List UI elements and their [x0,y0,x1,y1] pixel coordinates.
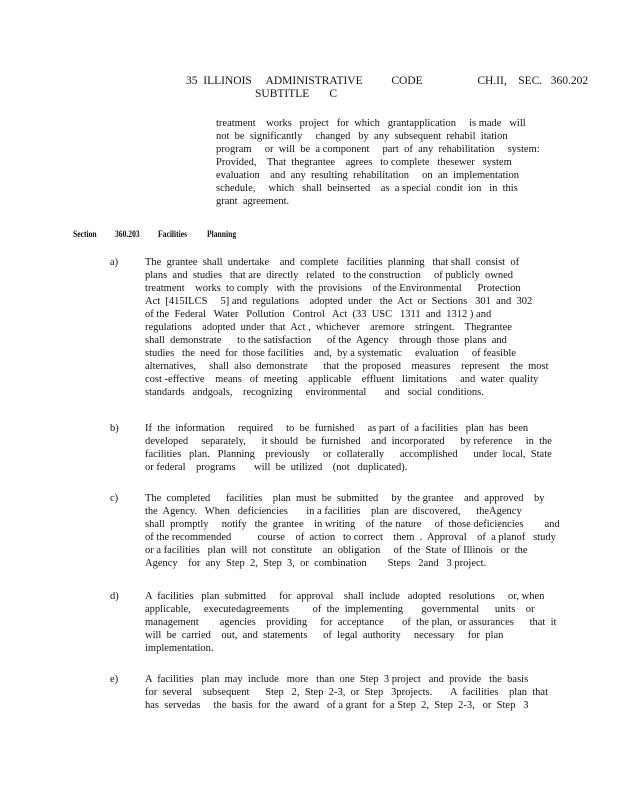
paragraph-line: Act [415ILCS 5] and regulations adopted under the Act or Sections 301 and 302 [145,296,533,307]
paragraph-line: or a facilities plan will not constitute an obligation of the State of Illinois or the [145,545,528,556]
intro-line: program or will be a component part of any rehabilitation system: [216,144,540,155]
section-title-word-2: Planning [207,230,237,240]
paragraph-line: cost -effective means of meeting applicable effluent limitations and water quality [145,374,539,385]
paragraph-line: implementation. [145,643,214,654]
paragraph-line: alternatives, shall also demonstrate that the proposed measures represent the most [145,361,549,372]
paragraph-label: c) [110,493,119,504]
intro-line: treatment works project for which grantapplication is made will [216,118,526,129]
header-line-1: 35 ILLINOIS ADMINISTRATIVE CODE CH.II, SEC. 360.202 [186,75,589,87]
paragraph-line: treatment works to comply with the provisions of the Environmental Protection [145,283,521,294]
paragraph-label: d) [110,591,119,602]
paragraph-line: If the information required to be furnished as part of a facilities plan has been [145,423,529,434]
paragraph-line: regulations adopted under that Act , whichever aremore stringent. Thegrantee [145,322,512,333]
paragraph-line: plans and studies that are directly related to the construction of publicly owned [145,270,513,281]
intro-line: Provided, That thegrantee agrees to complete thesewer system [216,157,512,168]
paragraph-line: A facilities plan may include more than one Step 3 project and provide the basis [145,674,529,685]
paragraph-line: the Agency. When deficiencies in a facilities plan are discovered, theAgency [145,506,522,517]
paragraph-line: of the Federal Water Pollution Control Act (33 USC 1311 and 1312 ) and [145,309,492,320]
paragraph-line: has servedas the basis for the award of a grant for a Step 2, Step 2-3, or Step 3 [145,700,529,711]
paragraph-line: management agencies providing for acceptance of the plan, or assurances that it [145,617,557,628]
intro-line: not be significantly changed by any subsequent rehabil itation [216,131,508,142]
intro-line: schedule, which shall beinserted as a special condit ion in this [216,183,518,194]
paragraph-line: facilities plan. Planning previously or collaterally accomplished under local, State [145,449,552,460]
paragraph-line: standards andgoals, recognizing environmental and social conditions. [145,387,484,398]
intro-line: grant agreement. [216,196,290,207]
intro-line: evaluation and any resulting rehabilitation on an implementation [216,170,519,181]
paragraph-line: or federal programs will be utilized (not duplicated). [145,462,408,473]
paragraph-line: of the recommended course of action to correct them . Approval of a planof study [145,532,556,543]
section-number: 360.203 [115,230,140,240]
paragraph-label: a) [110,257,119,268]
paragraph-line: shall demonstrate to the satisfaction of the Agency through those plans and [145,335,507,346]
paragraph-line: applicable, executedagreements of the implementing governmental units or [145,604,535,615]
paragraph-line: developed separately, it should be furnished and incorporated by reference in the [145,436,552,447]
paragraph-line: shall promptly notify the grantee in writing of the nature of those deficiencies and [145,519,560,530]
paragraph-line: will be carried out, and statements of legal authority necessary for plan [145,630,504,641]
paragraph-line: A facilities plan submitted for approval shall include adopted resolutions or, when [145,591,545,602]
paragraph-line: for several subsequent Step 2, Step 2-3, or Step 3projects. A facilities plan that [145,687,549,698]
paragraph-label: b) [110,423,119,434]
paragraph-line: The grantee shall undertake and complete facilities planning that shall consist of [145,257,520,268]
paragraph-line: The completed facilities plan must be submitted by the grantee and approved by [145,493,545,504]
paragraph-label: e) [110,674,119,685]
paragraph-line: studies the need for those facilities and, by a systematic evaluation of feasible [145,348,516,359]
paragraph-line: Agency for any Step 2, Step 3, or combination Steps 2and 3 project. [145,558,487,569]
section-title-word-1: Facilities [158,230,188,240]
section-label: Section [73,230,97,240]
header-line-2: SUBTITLE C [255,88,338,100]
